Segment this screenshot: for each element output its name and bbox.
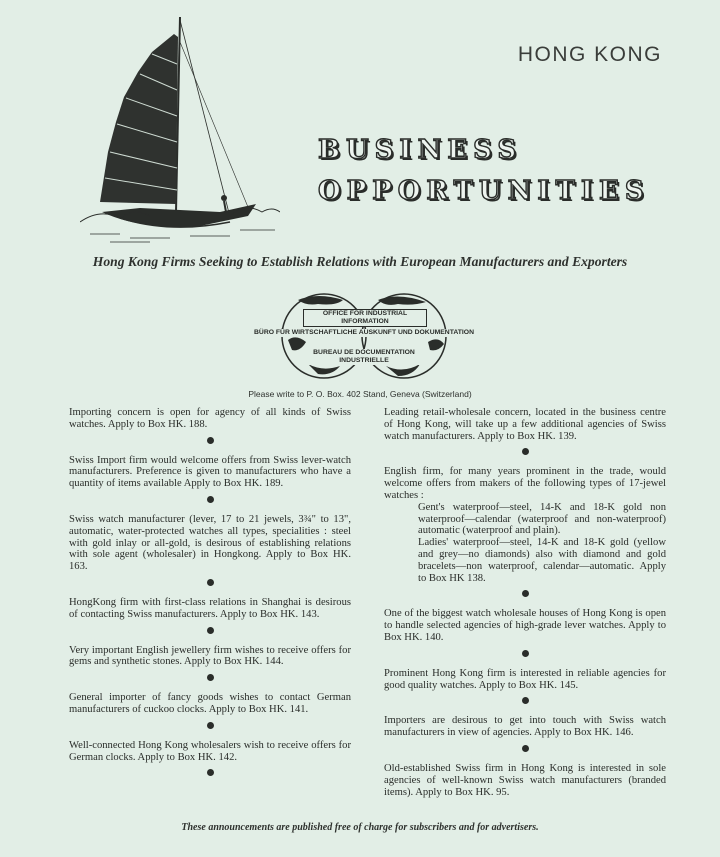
office-logo bbox=[248, 290, 480, 382]
footer-note: These announcements are published free of charge for subscribers and for advertisers. bbox=[181, 822, 539, 833]
bullet-separator bbox=[207, 579, 214, 586]
junk-boat-illustration bbox=[80, 12, 280, 247]
bullet-separator bbox=[522, 448, 529, 455]
subtitle: Hong Kong Firms Seeking to Establish Relations with European Manufacturers and Exporters bbox=[92, 254, 628, 269]
announcement: Swiss Import firm would welcome offers from Swiss lever-watch manufacturers. Preference is given to manufacturers who have a quantity of items available Apply to Box HK. 189. bbox=[69, 454, 351, 490]
announcement: Very important English jewellery firm wishes to receive offers for gems and synthetic stones. Apply to Box HK. 144. bbox=[69, 644, 351, 668]
bullet-separator bbox=[207, 437, 214, 444]
logo-line-en: OFFICE FOR INDUSTRIAL INFORMATION bbox=[303, 309, 427, 327]
bullet-separator bbox=[207, 722, 214, 729]
bullet-separator bbox=[207, 496, 214, 503]
announcement-ladies-list: Ladies' waterproof—steel, 14-K and 18-K gold (yellow and grey—no diamonds) also with diamond and gold bracelets—non waterproof, calendar—automatic. Apply to Box HK 138. bbox=[418, 537, 666, 584]
announcement: General importer of fancy goods wishes to contact German manufacturers of cuckoo clocks. Apply to Box HK. 141. bbox=[69, 692, 351, 715]
announcement: Old-established Swiss firm in Hong Kong is interested in sole agencies of well-known Swiss watch manufacturers (branded items). Apply to Box HK. 95. bbox=[384, 762, 666, 798]
announcement-intro: English firm, for many years prominent in the trade, would welcome offers from makers of the following types of 17-jewel watches : bbox=[384, 466, 666, 501]
bullet-separator bbox=[522, 745, 529, 752]
logo-line-de: BÜRO FÜR WIRTSCHAFTLICHE AUSKUNFT UND DOKUMENTATION bbox=[248, 329, 480, 337]
announcement: One of the biggest watch wholesale houses of Hong Kong is open to handle selected agencies of high-grade lever watches. Apply to Box HK. 140. bbox=[384, 608, 666, 643]
write-to-address: Please write to P. O. Box. 402 Stand, Geneva (Switzerland) bbox=[248, 389, 472, 399]
bullet-separator bbox=[522, 650, 529, 657]
announcement: Well-connected Hong Kong wholesalers wish to receive offers for German clocks. Apply to Box HK. 142. bbox=[69, 739, 351, 763]
announcement: Importing concern is open for agency of all kinds of Swiss watches. Apply to Box HK. 188. bbox=[69, 407, 351, 430]
bullet-separator bbox=[522, 590, 529, 597]
announcement: Prominent Hong Kong firm is interested in reliable agencies for good quality watches. Apply to Box HK. 145. bbox=[384, 667, 666, 691]
region-heading: HONG KONG bbox=[517, 43, 662, 66]
right-column bbox=[384, 407, 666, 798]
logo-line-fr: BUREAU DE DOCUMENTATION INDUSTRIELLE bbox=[303, 349, 425, 365]
title-business: BUSINESS bbox=[318, 135, 523, 165]
bullet-separator bbox=[522, 697, 529, 704]
bullet-separator bbox=[207, 627, 214, 634]
announcement: Leading retail-wholesale concern, located in the business centre of Hong Kong, will take up a few additional agencies of Swiss watch manufacturers. Apply to Box HK. 139. bbox=[384, 407, 666, 442]
left-column bbox=[69, 407, 351, 787]
announcement: HongKong firm with first-class relations in Shanghai is desirous of contacting Swiss manufacturers. Apply to Box HK. 143. bbox=[69, 596, 351, 620]
bullet-separator bbox=[207, 769, 214, 776]
announcement: Importers are desirous to get into touch with Swiss watch manufacturers in view of agencies. Apply to Box HK. 146. bbox=[384, 715, 666, 739]
announcement: Swiss watch manufacturer (lever, 17 to 21 jewels, 3¾" to 13", automatic, water-protected watches all types, specialities : steel with gold inlay or all-gold, is desirous of establishing relations with sole agent (wholesaler) in Hongkong. Apply to Box HK. 163. bbox=[69, 513, 351, 573]
bullet-separator bbox=[207, 674, 214, 681]
title-opportunities: OPPORTUNITIES bbox=[318, 176, 650, 206]
announcement-gents-list: Gent's waterproof—steel, 14-K and 18-K gold non waterproof—calendar (waterproof and non-waterproof) automatic (waterproof and plain). bbox=[418, 501, 666, 537]
